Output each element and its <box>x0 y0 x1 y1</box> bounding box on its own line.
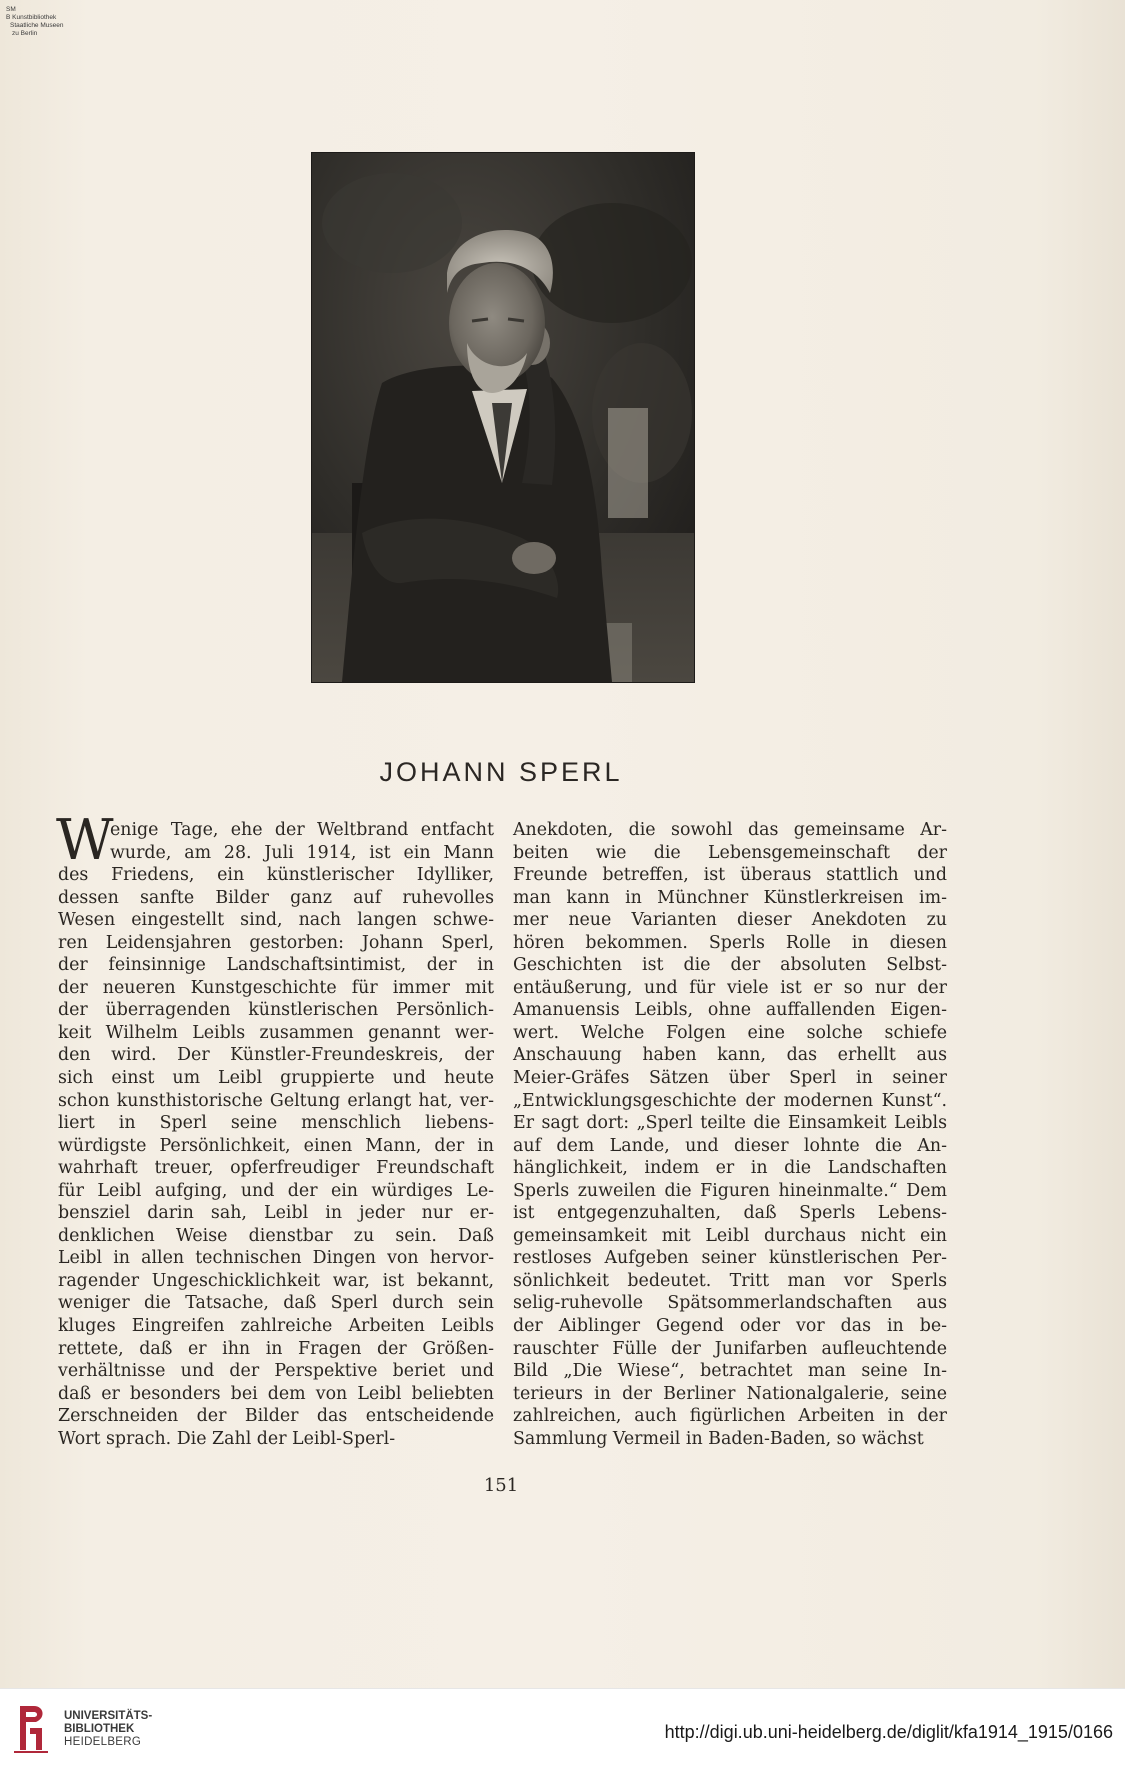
text-line: der Aiblinger Gegend oder vor das in be- <box>513 1316 947 1337</box>
text-line: gemeinsamkeit mit Leibl durchaus nicht ein <box>513 1225 947 1246</box>
text-column-right <box>513 819 947 1450</box>
text-line: sönlichkeit bedeutet. Tritt man vor Sperls <box>513 1270 947 1291</box>
library-name <box>64 1710 152 1749</box>
text-line: des Friedens, ein künstlerischer Idylliker, <box>58 865 494 886</box>
drop-cap: W <box>56 808 114 873</box>
text-line: auf dem Lande, und dieser lohnte die An- <box>513 1135 947 1156</box>
text-line: denklichen Weise dienstbar zu sein. Daß <box>58 1225 494 1246</box>
text-line: terieurs in der Berliner Nationalgalerie, seine <box>513 1383 947 1404</box>
text-line: selig-ruhevolle Spätsommerlandschaften aus <box>513 1293 947 1314</box>
text-line: Wort sprach. Die Zahl der Leibl-Sperl- <box>58 1428 396 1449</box>
page-number: 151 <box>483 1475 519 1496</box>
text-line: beiten wie die Lebensgemeinschaft der <box>513 842 947 863</box>
text-line: ren Leidensjahren gestorben: Johann Sperl, <box>58 932 494 953</box>
text-line: rettete, daß er ihn in Fragen der Größen- <box>58 1338 494 1359</box>
library-line: HEIDELBERG <box>64 1736 142 1748</box>
text-line: würdigste Persönlichkeit, einen Mann, der in <box>58 1135 494 1156</box>
text-line: schon kunsthistorische Geltung erlangt hat, ver- <box>58 1090 494 1111</box>
text-line: Amanuensis Leibls, ohne auffallenden Eigen- <box>513 1000 947 1021</box>
text-line: Geschichten ist die der absoluten Selbst- <box>513 955 947 976</box>
portrait-photograph <box>311 152 695 683</box>
text-line: sich einst um Leibl gruppierte und heute <box>58 1068 494 1089</box>
text-line: Bild „Die Wiese“, betrachtet man seine In- <box>513 1361 947 1382</box>
text-line: der feinsinnige Landschaftsintimist, der in <box>58 955 494 976</box>
stamp-line: B Kunstbibliothek <box>6 14 57 21</box>
text-line: rauschter Fülle der Junifarben aufleuchtende <box>513 1338 947 1359</box>
permalink-url[interactable]: http://digi.ub.uni-heidelberg.de/diglit/kfa1914_1915/0166 <box>664 1722 1113 1742</box>
text-line: dessen sanfte Bilder ganz auf ruhevolles <box>58 887 494 908</box>
stamp-line: SM <box>6 6 16 13</box>
text-line: Meier-Gräfes Sätzen über Sperl in seiner <box>513 1068 947 1089</box>
text-line: Er sagt dort: „Sperl teilte die Einsamkeit Leibls <box>513 1113 947 1134</box>
text-line: verhältnisse und der Perspektive beriet und <box>58 1361 494 1382</box>
article-title: JOHANN SPERL <box>379 757 623 787</box>
text-line: mer neue Varianten dieser Anekdoten zu <box>513 910 947 931</box>
library-line: BIBLIOTHEK <box>64 1723 135 1735</box>
text-line: „Entwicklungsgeschichte der modernen Kunst“. <box>513 1090 947 1111</box>
library-line: UNIVERSITÄTS- <box>64 1710 153 1722</box>
text-line: wurde, am 28. Juli 1914, ist ein Mann <box>110 842 494 863</box>
text-line: weniger die Tatsache, daß Sperl durch sein <box>58 1293 494 1314</box>
text-line: hänglichkeit, indem er in die Landschaften <box>513 1158 947 1179</box>
text-line: Leibl in allen technischen Dingen von hervor- <box>58 1248 494 1269</box>
text-line: zahlreichen, auch figürlichen Arbeiten in der <box>513 1406 947 1427</box>
text-line: Anekdoten, die sowohl das gemeinsame Ar- <box>513 820 947 840</box>
text-line: ragender Ungeschicklichkeit war, ist bekannt, <box>58 1270 494 1291</box>
text-line: ist entgegenzuhalten, daß Sperls Lebens- <box>513 1203 947 1224</box>
text-line: bensziel darin sah, Leibl in jeder nur er- <box>58 1203 494 1224</box>
text-line: daß er besonders bei dem von Leibl beliebten <box>58 1383 494 1404</box>
text-line: kluges Eingreifen zahlreiche Arbeiten Leibls <box>58 1316 494 1337</box>
text-line: Freunde betreffen, ist überaus stattlich und <box>513 865 947 886</box>
text-line: Zerschneiden der Bilder das entscheidende <box>58 1406 494 1427</box>
text-line: entäußerung, und für viele ist er so nur der <box>513 977 947 998</box>
text-line: restloses Aufgeben seiner künstlerischen Per- <box>513 1248 947 1269</box>
text-line: Sperls zuweilen die Figuren hineinmalte.“ Dem <box>513 1180 947 1201</box>
text-line: keit Wilhelm Leibls zusammen genannt wer- <box>58 1022 494 1043</box>
university-library-logo-icon[interactable] <box>12 1700 52 1756</box>
text-line: Anschauung haben kann, das erhellt aus <box>513 1045 947 1066</box>
library-stamp <box>6 6 86 38</box>
text-line: man kann in Münchner Künstlerkreisen im- <box>513 887 947 908</box>
portrait-image <box>312 153 694 682</box>
text-line: hören bekommen. Sperls Rolle in diesen <box>513 932 947 953</box>
stamp-line: Staatliche Museen <box>10 22 64 29</box>
text-line: der neueren Kunstgeschichte für immer mit <box>58 977 494 998</box>
text-line: für Leibl aufging, und der ein würdiges Le- <box>58 1180 494 1201</box>
text-line: liert in Sperl seine menschlich liebens- <box>58 1113 494 1134</box>
stamp-line: zu Berlin <box>12 30 38 37</box>
text-line: wahrhaft treuer, opferfreudiger Freundschaft <box>58 1158 494 1179</box>
text-line: den wird. Der Künstler-Freundeskreis, der <box>58 1045 494 1066</box>
text-line: wert. Welche Folgen eine solche schiefe <box>513 1022 947 1043</box>
text-line: der überragenden künstlerischen Persönlich- <box>58 1000 494 1021</box>
text-column-left <box>56 808 494 1450</box>
text-line: enige Tage, ehe der Weltbrand entfacht <box>110 820 494 840</box>
text-line: Sammlung Vermeil in Baden-Baden, so wächst <box>513 1428 924 1449</box>
text-line: Wesen eingestellt sind, nach langen schwe- <box>58 910 494 931</box>
